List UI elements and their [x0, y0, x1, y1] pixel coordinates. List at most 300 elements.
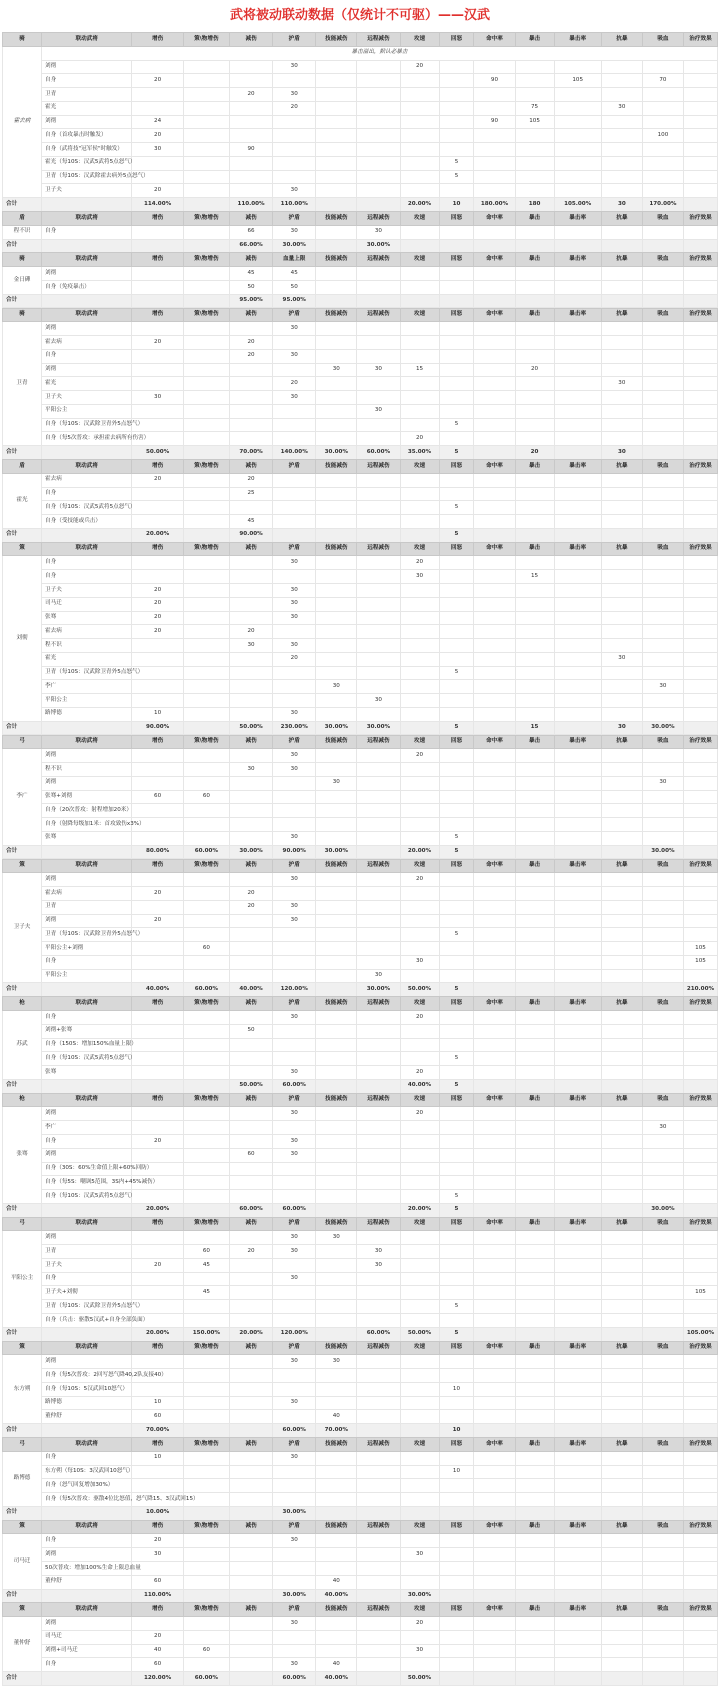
- linkage-row: [3, 887, 718, 901]
- stat-cell: [683, 1121, 717, 1135]
- stat-cell: [683, 280, 717, 294]
- stat-cell: [683, 831, 717, 845]
- stat-cell: [357, 1369, 400, 1383]
- total-cell: 60.00%: [273, 1672, 316, 1686]
- linked-general: 自身（免疫暴击）: [42, 280, 132, 294]
- stat-cell: [400, 1176, 439, 1190]
- hero-name: 程不识: [3, 225, 42, 239]
- stat-cell: 30: [273, 349, 316, 363]
- stat-cell: [554, 1107, 601, 1121]
- total-cell: [515, 294, 554, 308]
- stat-cell: [642, 1561, 683, 1575]
- linked-general: 董仲舒: [42, 1410, 132, 1424]
- column-header: 命中率: [474, 1093, 515, 1107]
- stat-cell: [642, 432, 683, 446]
- linked-general: 自身（每10S：汉武5武将5点怒气）: [42, 1190, 132, 1204]
- hero-section-table: [2, 1520, 718, 1604]
- stat-cell: [400, 583, 439, 597]
- column-header: 暴击率: [554, 735, 601, 749]
- column-header: 增伤: [132, 542, 183, 556]
- total-cell: 95.00%: [230, 294, 273, 308]
- column-header: 远程减伤: [357, 1438, 400, 1452]
- column-header: 暴击: [515, 308, 554, 322]
- linkage-row: [3, 570, 718, 584]
- stat-cell: [601, 391, 642, 405]
- stat-cell: [554, 1630, 601, 1644]
- total-cell: 20.00%: [400, 845, 439, 859]
- linked-general: 自身（兵击：驱散5汉武+自身全部负面）: [42, 1314, 132, 1328]
- stat-cell: [400, 900, 439, 914]
- stat-cell: [316, 515, 357, 529]
- stat-cell: [515, 418, 554, 432]
- total-cell: [554, 983, 601, 997]
- column-header: 增伤: [132, 997, 183, 1011]
- stat-cell: [230, 501, 273, 515]
- linked-general: 自身（20次普攻：射程增加20米）: [42, 804, 132, 818]
- stat-cell: 90: [230, 143, 273, 157]
- total-cell: [642, 983, 683, 997]
- stat-cell: [601, 363, 642, 377]
- stat-cell: [601, 914, 642, 928]
- stat-cell: [601, 60, 642, 74]
- stat-cell: [400, 101, 439, 115]
- stat-cell: [132, 639, 183, 653]
- stat-cell: [183, 928, 229, 942]
- total-cell: [683, 1589, 717, 1603]
- stat-cell: [183, 363, 229, 377]
- total-cell: 30.00%: [642, 1203, 683, 1217]
- hero-name: 平阳公主: [3, 1231, 42, 1327]
- stat-cell: 30: [601, 652, 642, 666]
- stat-cell: [474, 1245, 515, 1259]
- stat-cell: [474, 1534, 515, 1548]
- stat-cell: [642, 1038, 683, 1052]
- total-cell: [357, 1424, 400, 1438]
- stat-cell: [683, 1134, 717, 1148]
- total-cell: [316, 1203, 357, 1217]
- stat-cell: [316, 1534, 357, 1548]
- stat-cell: [554, 363, 601, 377]
- total-cell: [132, 1079, 183, 1093]
- stat-cell: [554, 1245, 601, 1259]
- stat-cell: [554, 1382, 601, 1396]
- stat-cell: [474, 349, 515, 363]
- column-header: 攻速: [400, 33, 439, 47]
- stat-cell: [132, 322, 183, 336]
- stat-cell: [357, 1410, 400, 1424]
- column-header: 暴击率: [554, 308, 601, 322]
- total-cell: 30.00%: [273, 1589, 316, 1603]
- column-header: 策\物增伤: [183, 859, 229, 873]
- stat-cell: [642, 1382, 683, 1396]
- linked-general: 自身（150S：增加150%血量上限）: [42, 1038, 132, 1052]
- stat-cell: [357, 501, 400, 515]
- stat-cell: [400, 625, 439, 639]
- stat-cell: [357, 818, 400, 832]
- stat-cell: [515, 170, 554, 184]
- stat-cell: [183, 1382, 229, 1396]
- column-header: 暴击: [515, 997, 554, 1011]
- stat-cell: [316, 652, 357, 666]
- linkage-row: [3, 928, 718, 942]
- stat-cell: [357, 391, 400, 405]
- stat-cell: [683, 583, 717, 597]
- total-cell: [601, 1079, 642, 1093]
- stat-cell: [601, 1038, 642, 1052]
- stat-cell: [601, 1134, 642, 1148]
- total-cell: 20: [515, 446, 554, 460]
- stat-cell: [400, 1493, 439, 1507]
- stat-cell: [683, 404, 717, 418]
- stat-cell: [474, 225, 515, 239]
- stat-cell: [642, 790, 683, 804]
- stat-cell: [554, 804, 601, 818]
- stat-cell: [183, 1451, 229, 1465]
- stat-cell: [400, 831, 439, 845]
- stat-cell: [230, 1465, 273, 1479]
- column-header: 抗暴: [601, 542, 642, 556]
- stat-cell: [132, 349, 183, 363]
- linked-general: 刘彻: [42, 1355, 132, 1369]
- linkage-row: [3, 763, 718, 777]
- column-header: 联动武将: [42, 859, 132, 873]
- stat-cell: 5: [439, 418, 474, 432]
- stat-cell: [230, 1286, 273, 1300]
- total-cell: [554, 239, 601, 253]
- stat-cell: [515, 432, 554, 446]
- column-header: 策\物增伤: [183, 253, 229, 267]
- troop-type: 弓: [3, 735, 42, 749]
- linkage-row: [3, 280, 718, 294]
- total-row: [3, 1079, 718, 1093]
- total-cell: [474, 1424, 515, 1438]
- stat-cell: [683, 101, 717, 115]
- stat-cell: [554, 1314, 601, 1328]
- stat-cell: [316, 625, 357, 639]
- hero-name: 董仲舒: [3, 1617, 42, 1672]
- linkage-row: [3, 1300, 718, 1314]
- linked-general: 霍去病: [42, 473, 132, 487]
- stat-cell: 60: [183, 942, 229, 956]
- stat-cell: [273, 1052, 316, 1066]
- stat-cell: [439, 1038, 474, 1052]
- stat-cell: [474, 1410, 515, 1424]
- linked-general: 刘彻: [42, 1148, 132, 1162]
- stat-cell: [400, 267, 439, 281]
- stat-cell: 20: [230, 336, 273, 350]
- column-header: 减伤: [230, 1520, 273, 1534]
- total-cell: 20.00%: [400, 198, 439, 212]
- stat-cell: [515, 597, 554, 611]
- stat-cell: [683, 1176, 717, 1190]
- total-cell: [316, 198, 357, 212]
- column-header: 远程减伤: [357, 460, 400, 474]
- section-header-row: [3, 253, 718, 267]
- stat-cell: [183, 501, 229, 515]
- stat-cell: [230, 1107, 273, 1121]
- stat-cell: [132, 1038, 183, 1052]
- column-header: 暴击率: [554, 1093, 601, 1107]
- column-header: 治疗效果: [683, 735, 717, 749]
- total-cell: 110.00%: [230, 198, 273, 212]
- stat-cell: [474, 1121, 515, 1135]
- stat-cell: [439, 1644, 474, 1658]
- stat-cell: [132, 1355, 183, 1369]
- stat-cell: 20: [132, 74, 183, 88]
- stat-cell: [316, 1066, 357, 1080]
- stat-cell: 30: [132, 391, 183, 405]
- stat-cell: [230, 418, 273, 432]
- stat-cell: [400, 694, 439, 708]
- stat-cell: [515, 1231, 554, 1245]
- stat-cell: [357, 487, 400, 501]
- stat-cell: [230, 969, 273, 983]
- stat-cell: [642, 1011, 683, 1025]
- stat-cell: [642, 1396, 683, 1410]
- column-header: 减伤: [230, 735, 273, 749]
- stat-cell: [601, 280, 642, 294]
- stat-cell: [439, 1410, 474, 1424]
- stat-cell: [316, 404, 357, 418]
- stat-cell: [316, 501, 357, 515]
- total-cell: [515, 1506, 554, 1520]
- stat-cell: [474, 625, 515, 639]
- stat-cell: [273, 1176, 316, 1190]
- stat-cell: 45: [230, 515, 273, 529]
- stat-cell: [554, 955, 601, 969]
- linked-general: 卫青（每10S：汉武除卫青外5点怒气）: [42, 928, 132, 942]
- total-cell: 5: [439, 528, 474, 542]
- column-header: 策\物增伤: [183, 1341, 229, 1355]
- stat-cell: [554, 887, 601, 901]
- stat-cell: [601, 887, 642, 901]
- column-header: 增伤: [132, 735, 183, 749]
- stat-cell: [601, 818, 642, 832]
- column-header: 联动武将: [42, 1438, 132, 1452]
- total-row: [3, 239, 718, 253]
- stat-cell: [554, 487, 601, 501]
- column-header: 联动武将: [42, 1217, 132, 1231]
- stat-cell: [601, 1396, 642, 1410]
- column-header: 命中率: [474, 33, 515, 47]
- column-header: 技能减伤: [316, 542, 357, 556]
- column-header: 护盾: [273, 212, 316, 226]
- stat-cell: [601, 749, 642, 763]
- linked-general: 自身（受技能或兵击）: [42, 515, 132, 529]
- stat-cell: 30: [273, 322, 316, 336]
- total-cell: [42, 1672, 132, 1686]
- stat-cell: [554, 156, 601, 170]
- stat-cell: [554, 1355, 601, 1369]
- stat-cell: 20: [132, 583, 183, 597]
- stat-cell: [683, 115, 717, 129]
- total-label: 合计: [3, 528, 42, 542]
- stat-cell: [554, 515, 601, 529]
- stat-cell: [183, 60, 229, 74]
- stat-cell: [642, 597, 683, 611]
- linked-general: 50次普攻：增加100%生命上限总血量: [42, 1561, 132, 1575]
- stat-cell: [357, 418, 400, 432]
- column-header: 减伤: [230, 1438, 273, 1452]
- stat-cell: [554, 336, 601, 350]
- stat-cell: [439, 363, 474, 377]
- stat-cell: [439, 776, 474, 790]
- column-header: 策\物增伤: [183, 1438, 229, 1452]
- linked-general: 平阳公主+刘彻: [42, 942, 132, 956]
- stat-cell: [230, 1176, 273, 1190]
- stat-cell: [400, 1382, 439, 1396]
- total-cell: [474, 1672, 515, 1686]
- stat-cell: [554, 501, 601, 515]
- stat-cell: [439, 225, 474, 239]
- column-header: 技能减伤: [316, 1217, 357, 1231]
- column-header: 抗暴: [601, 1520, 642, 1534]
- stat-cell: [474, 1451, 515, 1465]
- stat-cell: [183, 776, 229, 790]
- stat-cell: 30: [357, 1245, 400, 1259]
- stat-cell: [601, 680, 642, 694]
- stat-cell: 20: [132, 1134, 183, 1148]
- section-header-row: [3, 1520, 718, 1534]
- column-header: 命中率: [474, 253, 515, 267]
- column-header: 护盾: [273, 542, 316, 556]
- stat-cell: [132, 969, 183, 983]
- total-cell: 50.00%: [400, 1327, 439, 1341]
- stat-cell: [400, 377, 439, 391]
- total-cell: [400, 721, 439, 735]
- stat-cell: [474, 501, 515, 515]
- column-header: 远程减伤: [357, 735, 400, 749]
- stat-cell: [439, 597, 474, 611]
- stat-cell: [400, 129, 439, 143]
- column-header: 吸血: [642, 460, 683, 474]
- stat-cell: [183, 873, 229, 887]
- column-header: 暴击: [515, 1217, 554, 1231]
- stat-cell: [316, 611, 357, 625]
- stat-cell: [683, 763, 717, 777]
- linkage-row: [3, 1534, 718, 1548]
- stat-cell: 20: [132, 1534, 183, 1548]
- total-cell: 95.00%: [273, 294, 316, 308]
- stat-cell: 30: [273, 900, 316, 914]
- stat-cell: [515, 1355, 554, 1369]
- column-header: 护盾: [273, 1438, 316, 1452]
- stat-cell: [357, 1617, 400, 1631]
- linked-general: 卫青（每10S：汉武除卫青外5点怒气）: [42, 666, 132, 680]
- linkage-row: [3, 1024, 718, 1038]
- stat-cell: [230, 1630, 273, 1644]
- stat-cell: [474, 790, 515, 804]
- total-cell: 30.00%: [642, 721, 683, 735]
- hero-name: 卫青: [3, 322, 42, 446]
- linkage-row: [3, 652, 718, 666]
- stat-cell: [554, 1231, 601, 1245]
- stat-cell: [439, 1548, 474, 1562]
- stat-cell: [183, 1134, 229, 1148]
- total-cell: 30.00%: [400, 1589, 439, 1603]
- stat-cell: [183, 666, 229, 680]
- stat-cell: 45: [273, 267, 316, 281]
- hero-section-table: [2, 252, 718, 308]
- column-header: 回怒: [439, 997, 474, 1011]
- stat-cell: [601, 694, 642, 708]
- hero-section-table: [2, 308, 718, 460]
- total-cell: [515, 239, 554, 253]
- stat-cell: [400, 887, 439, 901]
- stat-cell: [601, 831, 642, 845]
- stat-cell: [439, 680, 474, 694]
- total-cell: [357, 1203, 400, 1217]
- stat-cell: [515, 184, 554, 198]
- stat-cell: [683, 88, 717, 102]
- stat-cell: [515, 680, 554, 694]
- linked-general: 卫子夫: [42, 583, 132, 597]
- stat-cell: [601, 88, 642, 102]
- stat-cell: [439, 914, 474, 928]
- linked-general: 自身: [42, 225, 132, 239]
- stat-cell: [642, 1258, 683, 1272]
- stat-cell: [132, 570, 183, 584]
- total-cell: [183, 1506, 229, 1520]
- stat-cell: 30: [357, 1258, 400, 1272]
- stat-cell: [316, 694, 357, 708]
- stat-cell: [316, 639, 357, 653]
- stat-cell: [439, 515, 474, 529]
- stat-cell: [601, 1410, 642, 1424]
- column-header: 远程减伤: [357, 1217, 400, 1231]
- stat-cell: 30: [273, 1617, 316, 1631]
- stat-cell: [642, 225, 683, 239]
- linked-general: 刘彻: [42, 363, 132, 377]
- linkage-row: [3, 225, 718, 239]
- stat-cell: [273, 143, 316, 157]
- stat-cell: [474, 60, 515, 74]
- stat-cell: 30: [273, 749, 316, 763]
- stat-cell: [357, 1382, 400, 1396]
- stat-cell: [515, 88, 554, 102]
- linkage-row: [3, 60, 718, 74]
- total-cell: [554, 1424, 601, 1438]
- column-header: 增伤: [132, 859, 183, 873]
- stat-cell: [357, 597, 400, 611]
- stat-cell: [357, 831, 400, 845]
- linked-general: 刘彻: [42, 873, 132, 887]
- linked-general: 自身（每5S：嘲讽5范围，3S内+45%减伤）: [42, 1176, 132, 1190]
- stat-cell: [642, 1314, 683, 1328]
- stat-cell: [400, 652, 439, 666]
- stat-cell: [316, 336, 357, 350]
- linked-general: 刘彻: [42, 1231, 132, 1245]
- column-header: 回怒: [439, 1520, 474, 1534]
- stat-cell: [601, 322, 642, 336]
- linked-general: 自身: [42, 556, 132, 570]
- stat-cell: [642, 1286, 683, 1300]
- column-header: 回怒: [439, 1603, 474, 1617]
- stat-cell: [132, 1479, 183, 1493]
- stat-cell: [439, 473, 474, 487]
- column-header: 吸血: [642, 1217, 683, 1231]
- stat-cell: 20: [230, 88, 273, 102]
- total-cell: 20.00%: [230, 1327, 273, 1341]
- stat-cell: 30: [230, 639, 273, 653]
- stat-cell: 20: [230, 349, 273, 363]
- stat-cell: [357, 1479, 400, 1493]
- stat-cell: 5: [439, 156, 474, 170]
- column-header: 吸血: [642, 308, 683, 322]
- stat-cell: [230, 322, 273, 336]
- stat-cell: [183, 170, 229, 184]
- total-cell: 30: [601, 721, 642, 735]
